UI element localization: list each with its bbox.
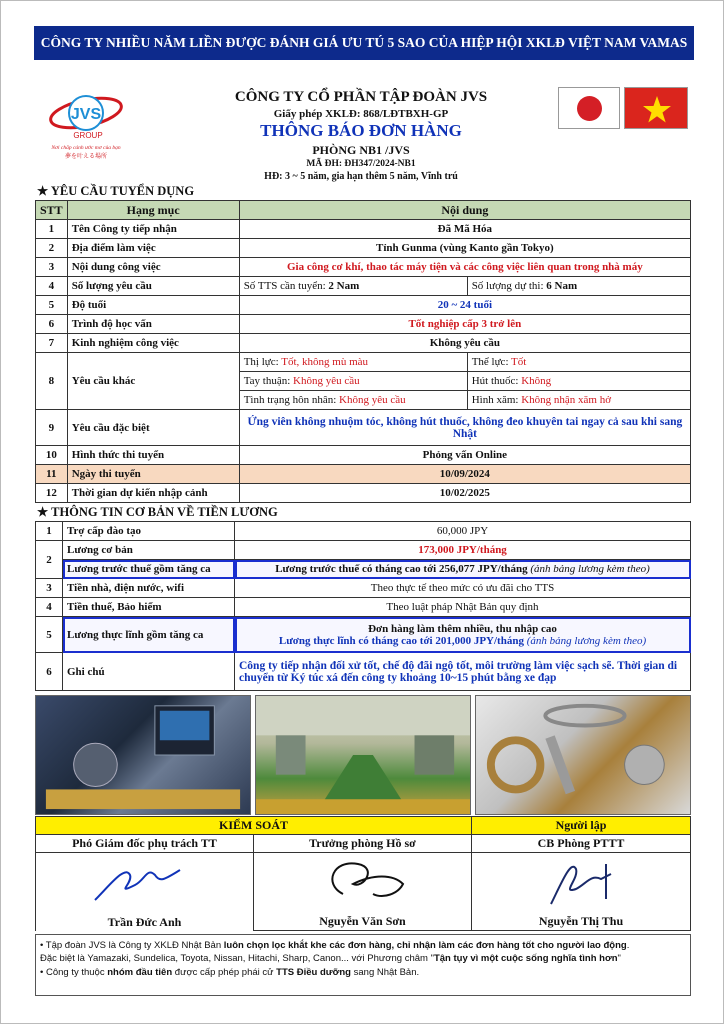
row-category: Tiền thuế, Bảo hiểm: [63, 598, 235, 617]
table-row: [36, 653, 691, 691]
table-row: [36, 315, 691, 334]
row-category: Trình độ học vấn: [67, 315, 239, 334]
row-stt: 1: [36, 220, 68, 239]
notes-value: Công ty tiếp nhận đối xử tốt, chế độ đãi ngộ tốt, môi trường làm việc sạch sẽ. Thời gian di chuyển từ Ký túc xá đến công ty khoảng 10~15 phút bằng xe đạp: [235, 653, 691, 691]
table-row: [36, 239, 691, 258]
row-stt: 3: [36, 258, 68, 277]
recruitment-table: [35, 200, 691, 503]
row-stt: 12: [36, 484, 68, 503]
signature-table: [35, 816, 691, 931]
footer-note: • Tập đoàn JVS là Công ty XKLĐ Nhật Bản luôn chọn lọc khắt khe các đơn hàng, chỉ nhận làm các đơn hàng tốt cho người lao động. Đặc biệt là Yamazaki, Sundelica, Toyota, Nissan, Hitachi, Sharp, Canon... với Phương châm "Tận tụy vì một cuộc sống nghĩa tình hơn" • Công ty thuộc nhóm đầu tiên được cấp phép phái cử TTS Điều dưỡng sang Nhật Bản.: [35, 934, 691, 996]
row-stt: 6: [36, 653, 63, 691]
row-value: Tốt nghiệp cấp 3 trở lên: [239, 315, 690, 334]
row-category: Kinh nghiệm công việc: [67, 334, 239, 353]
machine-operation-photo: [35, 695, 251, 815]
role-records-head: Trưởng phòng Hồ sơ: [254, 835, 472, 853]
signature-cell: [254, 853, 472, 931]
table-row: [36, 484, 691, 503]
row-stt: 4: [36, 277, 68, 296]
net-salary: Đơn hàng làm thêm nhiều, thu nhập cao Lương thực lĩnh có tháng cao tới 201,000 JPY/tháng (ảnh bảng lương kèm theo): [235, 617, 691, 653]
row-category: Thời gian dự kiến nhập cảnh: [67, 484, 239, 503]
row-value: 10/09/2024: [239, 465, 690, 484]
machined-parts-photo: [475, 695, 691, 815]
table-row: [36, 277, 691, 296]
table-row: [36, 560, 691, 579]
notice-title: THÔNG BÁO ĐƠN HÀNG: [260, 121, 462, 140]
department: PHÒNG NB1 /JVS: [312, 143, 410, 157]
row-category: Yêu cầu đặc biệt: [67, 410, 239, 446]
logo-slogan: Nơi chắp cánh ước mơ của bạn: [51, 145, 121, 151]
top-banner: CÔNG TY NHIỀU NĂM LIỀN ĐƯỢC ĐÁNH GIÁ ƯU TÚ 5 SAO CỦA HIỆP HỘI XKLĐ VIỆT NAM VAMAS: [34, 26, 694, 60]
table-row: [36, 446, 691, 465]
header-stt: STT: [36, 201, 68, 220]
exam-count: Số lượng dự thi: 6 Nam: [467, 277, 690, 296]
company-header: [161, 89, 561, 182]
row-category: Trợ cấp đào tạo: [63, 522, 235, 541]
row-value: Không yêu cầu: [239, 334, 690, 353]
row-category: Ngày thi tuyển: [67, 465, 239, 484]
factory-floor-photo: [255, 695, 471, 815]
row-category: Địa điểm làm việc: [67, 239, 239, 258]
header-content: Nội dung: [239, 201, 690, 220]
row-category: Tên Công ty tiếp nhận: [67, 220, 239, 239]
row-value: Phỏng vấn Online: [239, 446, 690, 465]
signer-name: Nguyễn Văn Sơn: [319, 914, 406, 928]
table-row: [36, 220, 691, 239]
row-value: Gia công cơ khí, thao tác máy tiện và các công việc liên quan trong nhà máy: [239, 258, 690, 277]
role-deputy-director: Phó Giám đốc phụ trách TT: [36, 835, 254, 853]
row-stt: 2: [36, 541, 63, 579]
signature-nguyen-thi-thu: [521, 854, 641, 910]
table-row: [36, 465, 691, 484]
row-stt: 6: [36, 315, 68, 334]
handedness: Tay thuận: Không yêu cầu: [239, 372, 467, 391]
row-value: 10/02/2025: [239, 484, 690, 503]
row-value: Theo luật pháp Nhật Bản quy định: [235, 598, 691, 617]
row-stt: 4: [36, 598, 63, 617]
company-name: CÔNG TY CỔ PHẦN TẬP ĐOÀN JVS: [234, 89, 488, 105]
contract-term: HĐ: 3 ~ 5 năm, gia hạn thêm 5 năm, Vĩnh trú: [264, 171, 458, 182]
jvs-logo: [41, 85, 131, 165]
table-row: [36, 579, 691, 598]
row-value: Tỉnh Gunma (vùng Kanto gần Tokyo): [239, 239, 690, 258]
table-row: [36, 334, 691, 353]
signer-name: Nguyễn Thị Thu: [538, 914, 624, 928]
row-stt: 3: [36, 579, 63, 598]
row-stt: 7: [36, 334, 68, 353]
basic-salary: 173,000 JPY/tháng: [235, 541, 691, 560]
row-category: Tiền nhà, điện nước, wifi: [63, 579, 235, 598]
logo-sub: GROUP: [73, 131, 103, 140]
row-stt: 5: [36, 617, 63, 653]
logo-slogan-jp: 夢を叶える場所: [64, 153, 108, 160]
signature-cell: [472, 853, 691, 931]
gross-salary: Lương trước thuế có tháng cao tới 256,077 JPY/tháng (ảnh bảng lương kèm theo): [235, 560, 691, 579]
order-code: MÃ ĐH: ĐH347/2024-NB1: [306, 159, 416, 169]
row-stt: 5: [36, 296, 68, 315]
row-category: Nội dung công việc: [67, 258, 239, 277]
signature-nguyen-van-son: [303, 854, 423, 910]
table-row: [36, 541, 691, 560]
smoking: Hút thuốc: Không: [467, 372, 690, 391]
vietnam-flag-icon: [624, 87, 688, 129]
tts-needed: Số TTS cần tuyển: 2 Nam: [239, 277, 467, 296]
signature-tran-duc-anh: [85, 855, 205, 911]
row-category: Lương trước thuế gồm tăng ca: [63, 560, 235, 579]
row-category: Yêu cầu khác: [67, 353, 239, 410]
marital-status: Tình trạng hôn nhân: Không yêu cầu: [239, 391, 467, 410]
row-stt: 11: [36, 465, 68, 484]
table-row: [36, 598, 691, 617]
row-stt: 10: [36, 446, 68, 465]
signer-name: Trần Đức Anh: [107, 914, 182, 929]
row-category: Hình thức thi tuyển: [67, 446, 239, 465]
row-stt: 2: [36, 239, 68, 258]
table-row: [36, 296, 691, 315]
physique: Thể lực: Tốt: [467, 353, 690, 372]
header-category: Hạng mục: [67, 201, 239, 220]
photo-strip: [35, 695, 691, 815]
row-value: 60,000 JPY: [235, 522, 691, 541]
row-value: Theo thực tế theo mức có ưu đãi cho TTS: [235, 579, 691, 598]
section-recruitment-title: ★ YÊU CẦU TUYỂN DỤNG: [37, 184, 195, 198]
row-stt: 8: [36, 353, 68, 410]
row-value: Ứng viên không nhuộm tóc, không hút thuốc, không đeo khuyên tai ngay cả sau khi sang Nhật: [239, 410, 690, 446]
row-value: Đã Mã Hóa: [239, 220, 690, 239]
signature-cell: [36, 853, 254, 931]
tattoo: Hình xăm: Không nhận xăm hở: [467, 391, 690, 410]
row-category: Lương cơ bản: [63, 541, 235, 560]
vision: Thị lực: Tốt, không mù màu: [239, 353, 467, 372]
role-pttt-staff: CB Phòng PTTT: [472, 835, 691, 853]
salary-table: [35, 521, 691, 691]
table-row: [36, 353, 691, 372]
row-value: 20 ~ 24 tuổi: [239, 296, 690, 315]
section-salary-title: ★ THÔNG TIN CƠ BẢN VỀ TIỀN LƯƠNG: [37, 505, 278, 519]
row-category: Ghi chú: [63, 653, 235, 691]
control-label: KIỂM SOÁT: [36, 817, 472, 835]
license-text: Giấy phép XKLĐ: 868/LĐTBXH-GP: [273, 108, 449, 120]
table-row: [36, 258, 691, 277]
preparer-label: Người lập: [472, 817, 691, 835]
row-category: Độ tuổi: [67, 296, 239, 315]
row-stt: 1: [36, 522, 63, 541]
row-stt: 9: [36, 410, 68, 446]
row-category: Số lượng yêu cầu: [67, 277, 239, 296]
japan-flag-icon: [558, 87, 620, 129]
row-category: Lương thực lĩnh gồm tăng ca: [63, 617, 235, 653]
table-row: [36, 617, 691, 653]
logo-text: JVS: [70, 106, 102, 123]
table-row: [36, 522, 691, 541]
table-row: [36, 410, 691, 446]
